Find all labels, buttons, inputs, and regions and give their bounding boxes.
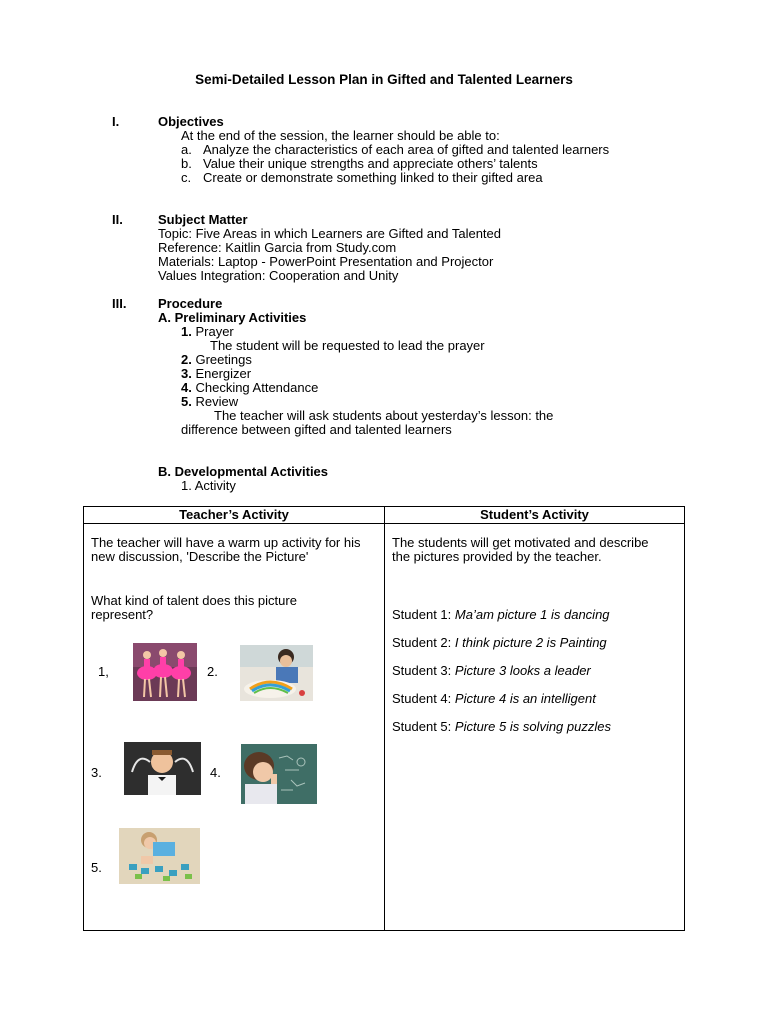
teacher-intro: The teacher will have a warm up activity for his new discussion, 'Describe the Picture' — [91, 535, 361, 564]
preliminary-item — [181, 353, 252, 367]
student-answer: Picture 5 is solving puzzles — [454, 719, 611, 734]
picture-2-label: 2. — [207, 664, 218, 679]
picture-4-label: 4. — [210, 765, 221, 780]
developmental-activities-heading: B. Developmental Activities — [158, 464, 329, 479]
student-response-2 — [392, 636, 607, 650]
prayer-note: The student will be requested to lead the prayer — [210, 338, 485, 353]
student-activity-header: Student’s Activity — [385, 507, 685, 524]
preliminary-activities-heading: A. Preliminary Activities — [158, 310, 307, 325]
student-answer: Picture 4 is an intelligent — [454, 691, 596, 706]
picture-3-label: 3. — [91, 765, 102, 780]
student-name: Student 4: — [392, 691, 452, 706]
thinking-girl-photo-icon — [241, 744, 317, 804]
subject-materials: Materials: Laptop - PowerPoint Presentation and Projector — [158, 254, 494, 269]
objectives-numeral: I. — [112, 114, 120, 129]
item-text: Prayer — [195, 324, 234, 339]
subject-matter-heading: Subject Matter — [158, 212, 248, 227]
item-text: Review — [195, 394, 239, 409]
student-name: Student 2: — [392, 635, 452, 650]
student-answer: Picture 3 looks a leader — [454, 663, 591, 678]
objective-letter: c. — [181, 170, 192, 185]
student-answer: Ma’am picture 1 is dancing — [454, 607, 610, 622]
objective-item: Create or demonstrate something linked to their gifted area — [203, 170, 543, 185]
objective-letter: a. — [181, 142, 192, 157]
student-name: Student 5: — [392, 719, 452, 734]
activity-table — [83, 506, 685, 931]
preliminary-item — [181, 381, 318, 395]
dancing-girls-photo-icon — [133, 643, 197, 701]
procedure-heading: Procedure — [158, 296, 223, 311]
item-number: 1. — [181, 324, 192, 339]
objective-letter: b. — [181, 156, 192, 171]
teacher-question: What kind of talent does this picture represent? — [91, 593, 297, 622]
item-text: Greetings — [195, 352, 252, 367]
preliminary-item — [181, 395, 238, 409]
leader-boy-photo-icon — [124, 742, 201, 795]
puzzle-boy-photo-icon — [119, 828, 200, 884]
item-number: 5. — [181, 394, 192, 409]
preliminary-item — [181, 367, 251, 381]
objective-item: Analyze the characteristics of each area of gifted and talented learners — [203, 142, 610, 157]
item-number: 3. — [181, 366, 192, 381]
objective-item: Value their unique strengths and appreciate others’ talents — [203, 156, 538, 171]
student-intro: The students will get motivated and describe the pictures provided by the teacher. — [392, 535, 649, 564]
item-number: 2. — [181, 352, 192, 367]
review-note: The teacher will ask students about yesterday’s lesson: the — [214, 408, 554, 423]
developmental-item: 1. Activity — [181, 478, 236, 493]
page-title: Semi-Detailed Lesson Plan in Gifted and Talented Learners — [195, 72, 573, 87]
student-activity-cell — [385, 524, 685, 931]
picture-1-label: 1, — [98, 664, 109, 679]
student-response-1 — [392, 608, 610, 622]
student-answer: I think picture 2 is Painting — [454, 635, 607, 650]
item-text: Checking Attendance — [195, 380, 319, 395]
subject-reference: Reference: Kaitlin Garcia from Study.com — [158, 240, 397, 255]
procedure-numeral: III. — [112, 296, 127, 311]
student-response-5 — [392, 720, 611, 734]
preliminary-item — [181, 325, 234, 339]
subject-topic: Topic: Five Areas in which Learners are Gifted and Talented — [158, 226, 502, 241]
subject-matter-numeral: II. — [112, 212, 123, 227]
teacher-activity-header: Teacher’s Activity — [84, 507, 385, 524]
student-name: Student 1: — [392, 607, 452, 622]
teacher-activity-cell — [84, 524, 385, 931]
student-response-4 — [392, 692, 596, 706]
item-text: Energizer — [195, 366, 252, 381]
review-note-continued: difference between gifted and talented learners — [181, 422, 452, 437]
student-name: Student 3: — [392, 663, 452, 678]
subject-values: Values Integration: Cooperation and Unity — [158, 268, 399, 283]
student-response-3 — [392, 664, 591, 678]
objectives-heading: Objectives — [158, 114, 224, 129]
painting-boy-photo-icon — [240, 645, 313, 701]
objectives-intro: At the end of the session, the learner should be able to: — [181, 128, 500, 143]
item-number: 4. — [181, 380, 192, 395]
picture-5-label: 5. — [91, 860, 102, 875]
